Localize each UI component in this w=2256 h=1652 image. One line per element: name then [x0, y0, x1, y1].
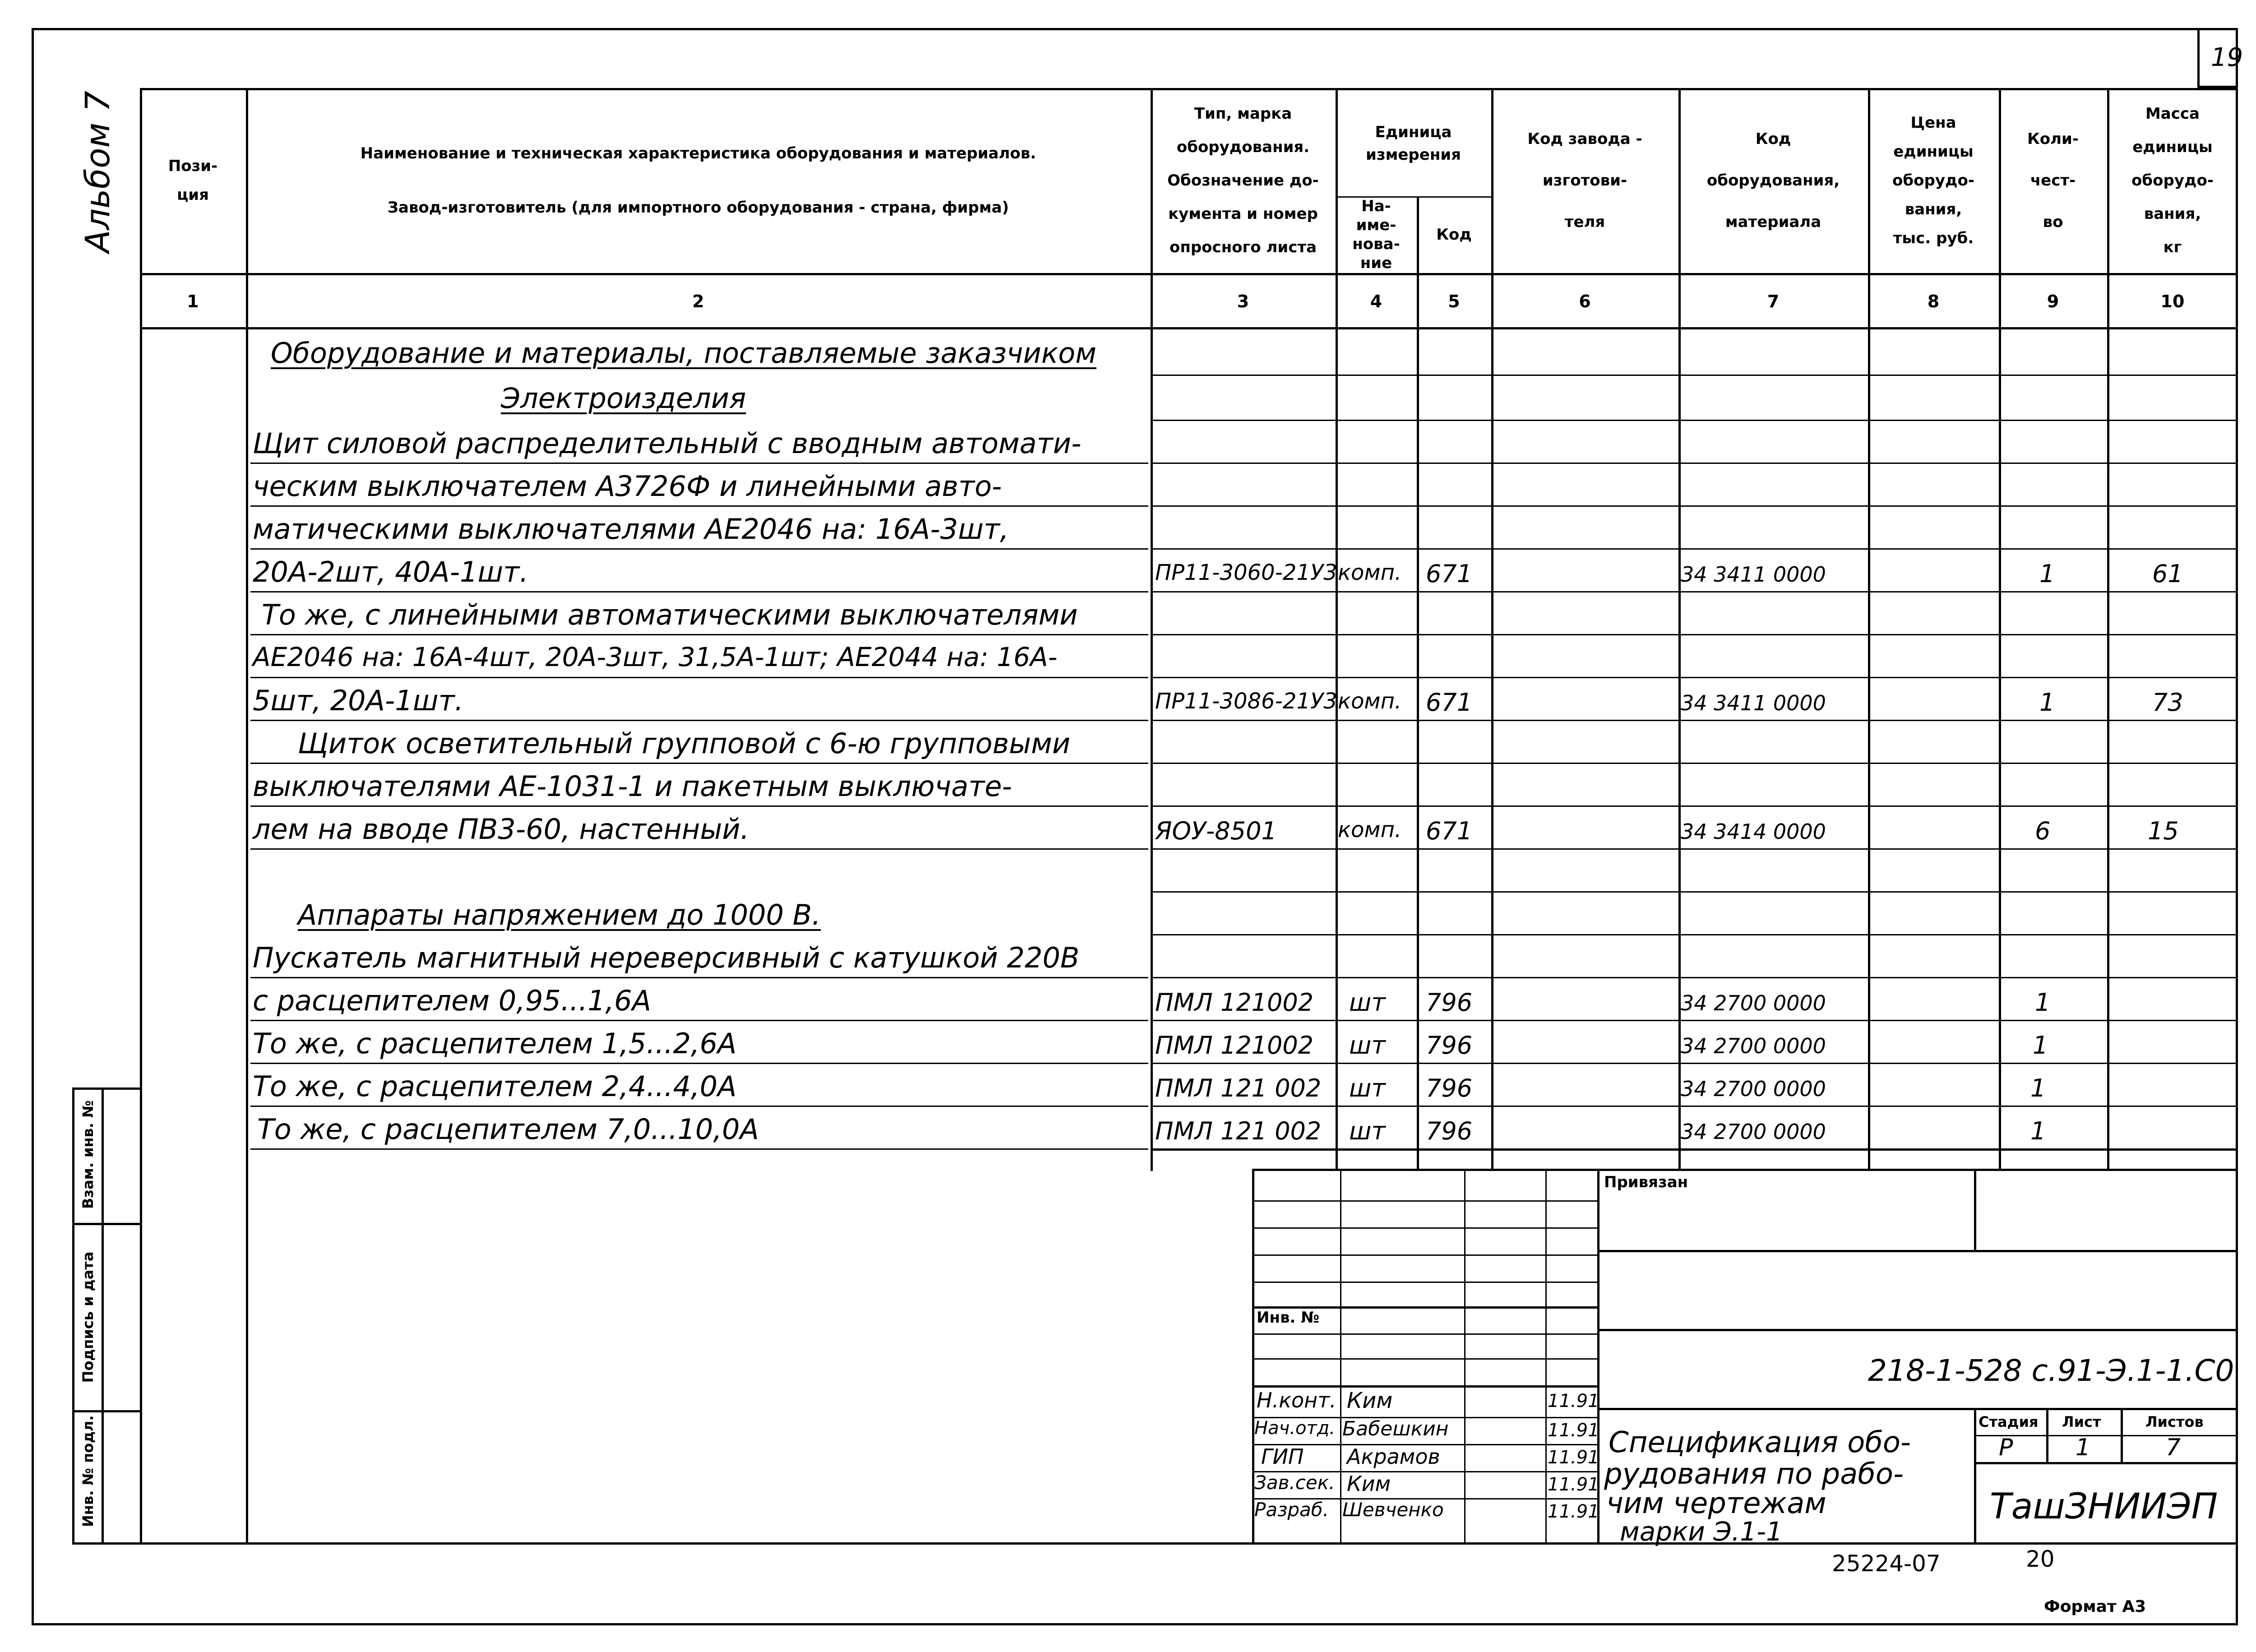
- row-quantity: 1: [2030, 1117, 2046, 1145]
- header-unit-name: На- име- нова- ние: [1352, 197, 1400, 272]
- col-num-4: 4: [1370, 291, 1382, 311]
- header-mass: Масса единицы оборудо- вания, кг: [2131, 105, 2214, 256]
- inv-no-label: Инв. №: [1257, 1309, 1320, 1327]
- row-unit: шт: [1349, 988, 1386, 1017]
- sheets-value: 7: [2166, 1434, 2181, 1461]
- row-unit: комп.: [1338, 817, 1402, 842]
- organization: ТашЗНИИЭП: [1990, 1486, 2218, 1527]
- header-name: Наименование и техническая характеристика оборудования и материалов. Завод-изготовитель (для импортного оборудования - страна, фирма): [360, 144, 1036, 217]
- signer-role: Нач.отд.: [1254, 1418, 1336, 1439]
- col-num-6: 6: [1579, 291, 1591, 311]
- col-num-5: 5: [1448, 291, 1460, 311]
- header-unit-group: Единица измерения: [1366, 123, 1461, 164]
- header-position: Пози- ция: [168, 157, 218, 204]
- title-line-2: рудования по рабо-: [1604, 1458, 1904, 1491]
- row-type: ПМЛ 121 002: [1155, 1117, 1322, 1145]
- section-title-customer-supplied: Оборудование и материалы, поставляемые заказчиком: [271, 337, 1096, 370]
- signer-name: Акрамов: [1347, 1444, 1440, 1469]
- row-name: Пускатель магнитный нереверсивный с катушкой 220В: [253, 941, 1080, 974]
- col-num-1: 1: [187, 291, 199, 311]
- sheets-label: Листов: [2145, 1413, 2204, 1430]
- format-label: Формат А3: [2044, 1597, 2146, 1616]
- title-line-4: марки Э.1-1: [1620, 1516, 1783, 1547]
- row-quantity: 1: [2030, 1074, 2046, 1102]
- signer-name: Ким: [1347, 1388, 1393, 1413]
- col-num-8: 8: [1927, 291, 1940, 311]
- signer-date: 11.91: [1548, 1501, 1600, 1522]
- row-unit: шт: [1349, 1074, 1386, 1102]
- col-num-7: 7: [1767, 291, 1780, 311]
- header-unit-code: Код: [1436, 226, 1472, 244]
- page-number: 20: [2026, 1546, 2055, 1572]
- row-mass: 15: [2148, 817, 2179, 845]
- row-name: То же, с линейными автоматическими выключателями: [262, 598, 1078, 631]
- row-quantity: 6: [2035, 817, 2051, 845]
- row-name: То же, с расцепителем 7,0...10,0А: [257, 1113, 759, 1146]
- header-quantity: Коли- чест- во: [2027, 130, 2079, 231]
- archive-number: 25224-07: [1832, 1550, 1941, 1577]
- signer-date: 11.91: [1548, 1447, 1600, 1468]
- row-quantity: 1: [2039, 688, 2055, 717]
- row-equipment-code: 34 3411 0000: [1681, 562, 1826, 587]
- sheet-label: Лист: [2062, 1413, 2101, 1430]
- stage-value: Р: [1999, 1434, 2013, 1461]
- row-type: ЯОУ-8501: [1155, 817, 1277, 845]
- row-equipment-code: 34 2700 0000: [1681, 1120, 1826, 1144]
- title-line-1: Спецификация обо-: [1609, 1426, 1911, 1459]
- row-name: АЕ2046 на: 16А-4шт, 20А-3шт, 31,5А-1шт; АЕ2044 на: 16А-: [253, 642, 1058, 672]
- row-quantity: 1: [2035, 988, 2051, 1017]
- header-equipment-code: Код оборудования, материала: [1706, 130, 1840, 231]
- side-stamp-vzam: Взам. инв. №: [79, 1100, 97, 1209]
- section-title-low-voltage: Аппараты напряжением до 1000 В.: [298, 898, 821, 931]
- row-type: ПМЛ 121 002: [1155, 1074, 1322, 1102]
- row-code: 671: [1426, 560, 1473, 588]
- row-name: с расцепителем 0,95...1,6А: [253, 984, 652, 1017]
- sheet-value: 1: [2076, 1434, 2091, 1461]
- side-stamp-podpis: Подпись и дата: [79, 1251, 97, 1383]
- row-name: 20А-2шт, 40А-1шт.: [253, 555, 529, 588]
- signer-name: Ким: [1347, 1472, 1391, 1496]
- row-code: 796: [1426, 1074, 1473, 1102]
- row-unit: шт: [1349, 1031, 1386, 1060]
- row-equipment-code: 34 3411 0000: [1681, 691, 1826, 715]
- row-name: лем на вводе ПВ3-60, настенный.: [253, 813, 749, 846]
- signer-name: Шевченко: [1342, 1499, 1444, 1521]
- col-num-3: 3: [1237, 291, 1249, 311]
- signer-name: Бабешкин: [1342, 1417, 1449, 1440]
- side-stamp-inv-podl: Инв. № подл.: [79, 1415, 97, 1527]
- row-code: 671: [1426, 688, 1473, 717]
- row-equipment-code: 34 3414 0000: [1681, 819, 1826, 844]
- col-num-10: 10: [2160, 291, 2185, 311]
- row-name: Щиток осветительный групповой с 6-ю групповыми: [298, 727, 1071, 760]
- row-type: ПР11-3060-21У3: [1155, 560, 1337, 585]
- header-price: Цена единицы оборудо- вания, тыс. руб.: [1892, 114, 1974, 247]
- row-code: 796: [1426, 1117, 1473, 1145]
- corner-sheet-number: 19: [2211, 43, 2243, 72]
- col-num-2: 2: [692, 291, 704, 311]
- row-name: выключателями АЕ-1031-1 и пакетным выключате-: [253, 770, 1012, 803]
- row-code: 796: [1426, 1031, 1473, 1060]
- row-code: 796: [1426, 988, 1473, 1017]
- signer-date: 11.91: [1548, 1420, 1600, 1441]
- header-manufacturer-code: Код завода - изготови- теля: [1527, 130, 1642, 231]
- row-unit: комп.: [1338, 560, 1402, 585]
- row-name: ческим выключателем А3726Ф и линейными авто-: [253, 470, 1002, 503]
- signer-date: 11.91: [1548, 1391, 1600, 1411]
- title-line-3: чим чертежам: [1606, 1487, 1826, 1520]
- row-name: матическими выключателями АЕ2046 на: 16А-3шт,: [253, 513, 1009, 546]
- header-type: Тип, марка оборудования. Обозначение до- кумента и номер опросного листа: [1167, 105, 1319, 256]
- row-mass: 73: [2152, 688, 2183, 717]
- row-type: ПМЛ 121002: [1155, 1031, 1314, 1060]
- row-quantity: 1: [2039, 560, 2055, 588]
- privyazan-label: Привязан: [1604, 1173, 1688, 1191]
- row-quantity: 1: [2033, 1031, 2048, 1060]
- row-code: 671: [1426, 817, 1473, 845]
- signer-date: 11.91: [1548, 1474, 1600, 1495]
- row-type: ПМЛ 121002: [1155, 988, 1314, 1017]
- row-equipment-code: 34 2700 0000: [1681, 1034, 1826, 1058]
- signer-role: ГИП: [1261, 1444, 1304, 1469]
- row-unit: комп.: [1338, 689, 1402, 714]
- row-equipment-code: 34 2700 0000: [1681, 991, 1826, 1015]
- stage-label: Стадия: [1979, 1413, 2039, 1430]
- row-unit: шт: [1349, 1117, 1386, 1145]
- signer-role: Зав.сек.: [1254, 1472, 1335, 1494]
- document-code: 218-1-528 с.91-Э.1-1.С0: [1868, 1353, 2234, 1388]
- row-name: То же, с расцепителем 2,4...4,0А: [253, 1070, 737, 1103]
- row-name: То же, с расцепителем 1,5...2,6А: [253, 1027, 737, 1060]
- signer-role: Н.конт.: [1257, 1388, 1336, 1412]
- col-num-9: 9: [2047, 291, 2059, 311]
- row-type: ПР11-3086-21У3: [1155, 689, 1337, 714]
- subsection-title-electrical: Электроизделия: [501, 382, 746, 415]
- row-mass: 61: [2152, 560, 2183, 588]
- row-name: Щит силовой распределительный с вводным автомати-: [253, 427, 1082, 460]
- album-label: Альбом 7: [79, 91, 117, 253]
- signer-role: Разраб.: [1254, 1499, 1329, 1521]
- row-equipment-code: 34 2700 0000: [1681, 1077, 1826, 1101]
- row-name: 5шт, 20А-1шт.: [253, 684, 464, 717]
